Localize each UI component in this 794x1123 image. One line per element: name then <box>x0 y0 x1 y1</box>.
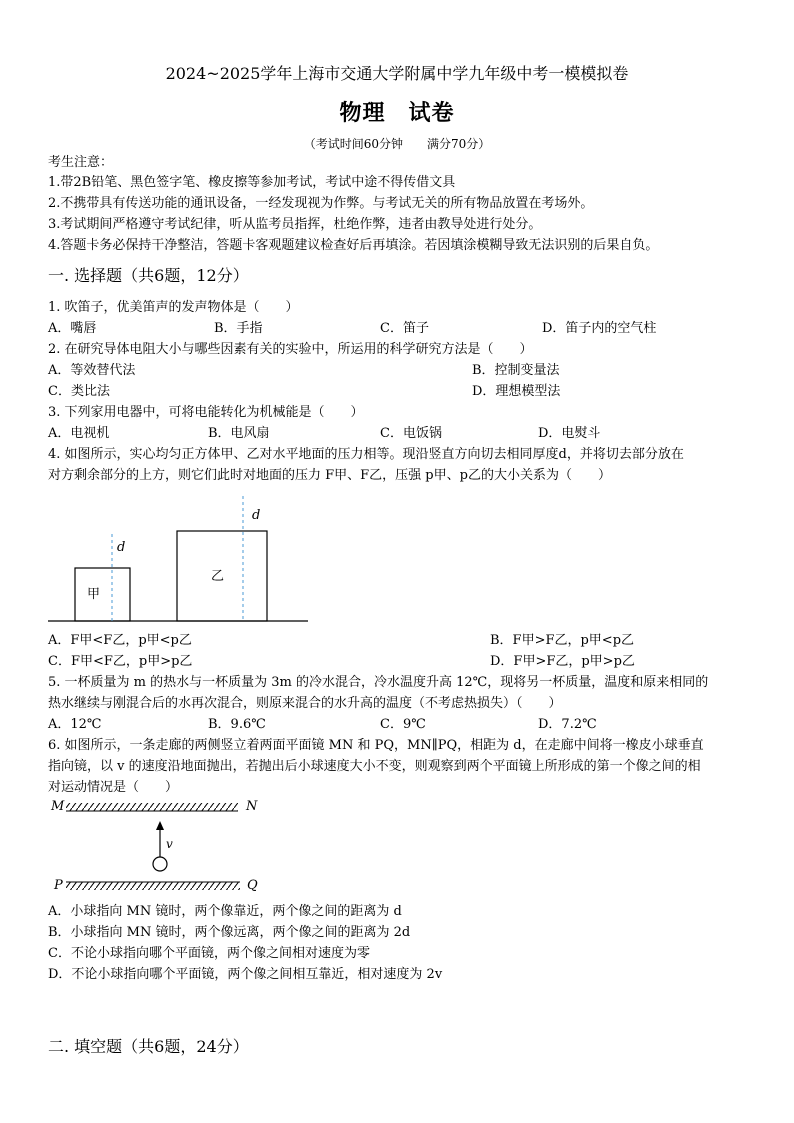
q6-label-p: P <box>54 878 63 893</box>
q4-stem-line-1: 4. 如图所示，实心均匀正方体甲、乙对水平地面的压力相等。现沿竖直方向切去相同厚度d，并将切去部分放在 <box>48 447 684 462</box>
q3-option-b: B．电风扇 <box>208 426 270 441</box>
section-1-heading: 一. 选择题（共6题，12分） <box>48 266 249 285</box>
q4-label-d-left: d <box>117 540 126 555</box>
section-2-heading: 二. 填空题（共6题，24分） <box>48 1037 249 1056</box>
q4-label-d-right: d <box>252 508 261 523</box>
exam-subtitle: 2024~2025学年上海市交通大学附属中学九年级中考一模模拟卷 <box>165 64 629 83</box>
q6-velocity-arrowhead <box>156 821 164 830</box>
q2-option-c: C．类比法 <box>48 384 110 399</box>
q6-option-d: D．不论小球指向哪个平面镜，两个像之间相互靠近，相对速度为 2v <box>48 967 443 982</box>
q5-option-c: C．9℃ <box>380 717 426 732</box>
q5-option-a: A．12℃ <box>48 717 102 732</box>
notice-item-2: 2.不携带具有传送功能的通讯设备，一经发现视为作弊。与考试无关的所有物品放置在考场外。 <box>48 196 594 211</box>
q1-stem: 1. 吹笛子，优美笛声的发声物体是（ ） <box>48 300 299 315</box>
q4-stem-line-2: 对方剩余部分的上方，则它们此时对地面的压力 F甲、F乙，压强 p甲、p乙的大小关系为（ ） <box>48 468 611 483</box>
q6-mirror-pq-hatch <box>66 882 240 890</box>
q2-stem: 2. 在研究导体电阻大小与哪些因素有关的实验中，所运用的科学研究方法是（ ） <box>48 342 533 357</box>
notice-item-1: 1.带2B铅笔、黑色签字笔、橡皮擦等参加考试，考试中途不得传借文具 <box>48 175 456 190</box>
q1-option-c: C．笛子 <box>380 321 429 336</box>
q3-option-c: C．电饭锅 <box>380 426 442 441</box>
q4-option-a: A．F甲<F乙，p甲<p乙 <box>48 633 192 648</box>
q3-stem: 3. 下列家用电器中，可将电能转化为机械能是（ ） <box>48 405 364 420</box>
q6-label-v: v <box>166 837 173 851</box>
q4-option-b: B．F甲>F乙，p甲<p乙 <box>490 633 635 648</box>
q6-label-m: M <box>51 799 65 814</box>
q6-label-q: Q <box>247 878 258 893</box>
q6-option-b: B．小球指向 MN 镜时，两个像远离，两个像之间的距离为 2d <box>48 925 411 940</box>
q2-option-b: B．控制变量法 <box>472 363 560 378</box>
q6-stem-line-2: 指向镜，以 v 的速度沿地面抛出，若抛出后小球速度大小不变，则观察到两个平面镜上所形成的第一个像之间的相 <box>48 759 701 774</box>
q3-option-d: D．电熨斗 <box>538 426 601 441</box>
exam-time-info: （考试时间60分钟 满分70分） <box>303 137 491 151</box>
q6-option-a: A．小球指向 MN 镜时，两个像靠近，两个像之间的距离为 d <box>48 904 402 919</box>
q4-label-yi: 乙 <box>211 569 225 584</box>
exam-title: 物理 试卷 <box>339 100 455 126</box>
q4-option-c: C．F甲<F乙，p甲>p乙 <box>48 654 193 669</box>
q6-stem-line-3: 对运动情况是（ ） <box>48 780 179 795</box>
q6-mirror-mn-hatch <box>66 803 238 811</box>
q5-option-b: B．9.6℃ <box>208 717 266 732</box>
q4-option-d: D．F甲>F乙，p甲>p乙 <box>490 654 635 669</box>
notice-item-3: 3.考试期间严格遵守考试纪律，听从监考员指挥，杜绝作弊，违者由教导处进行处分。 <box>48 217 542 232</box>
notice-item-4: 4.答题卡务必保持干净整洁，答题卡客观题建议检查好后再填涂。若因填涂模糊导致无法识别的后果自负。 <box>48 238 659 253</box>
q3-option-a: A．电视机 <box>48 426 110 441</box>
q6-stem-line-1: 6. 如图所示，一条走廊的两侧竖立着两面平面镜 MN 和 PQ，MN∥PQ，相距为 d，在走廊中间将一橡皮小球垂直 <box>48 738 704 753</box>
q2-option-a: A．等效替代法 <box>48 363 136 378</box>
q5-stem-line-2: 热水继续与刚混合后的水再次混合，则原来混合的水升高的温度（不考虑热损失）（ ） <box>48 696 562 711</box>
q5-option-d: D．7.2℃ <box>538 717 597 732</box>
q4-label-jia: 甲 <box>87 587 101 602</box>
q4-cube-jia <box>75 568 130 621</box>
q1-option-a: A．嘴唇 <box>48 321 97 336</box>
notice-heading: 考生注意： <box>48 155 114 170</box>
q6-ball <box>153 857 167 871</box>
q6-label-n: N <box>246 799 258 814</box>
q1-option-d: D．笛子内的空气柱 <box>542 321 657 336</box>
q6-option-c: C．不论小球指向哪个平面镜，两个像之间相对速度为零 <box>48 946 370 961</box>
q2-option-d: D．理想模型法 <box>472 384 561 399</box>
q1-option-b: B．手指 <box>214 321 263 336</box>
q5-stem-line-1: 5. 一杯质量为 m 的热水与一杯质量为 3m 的冷水混合，冷水温度升高 12℃，现将另一杯质量，温度和原来相同的 <box>48 675 709 690</box>
